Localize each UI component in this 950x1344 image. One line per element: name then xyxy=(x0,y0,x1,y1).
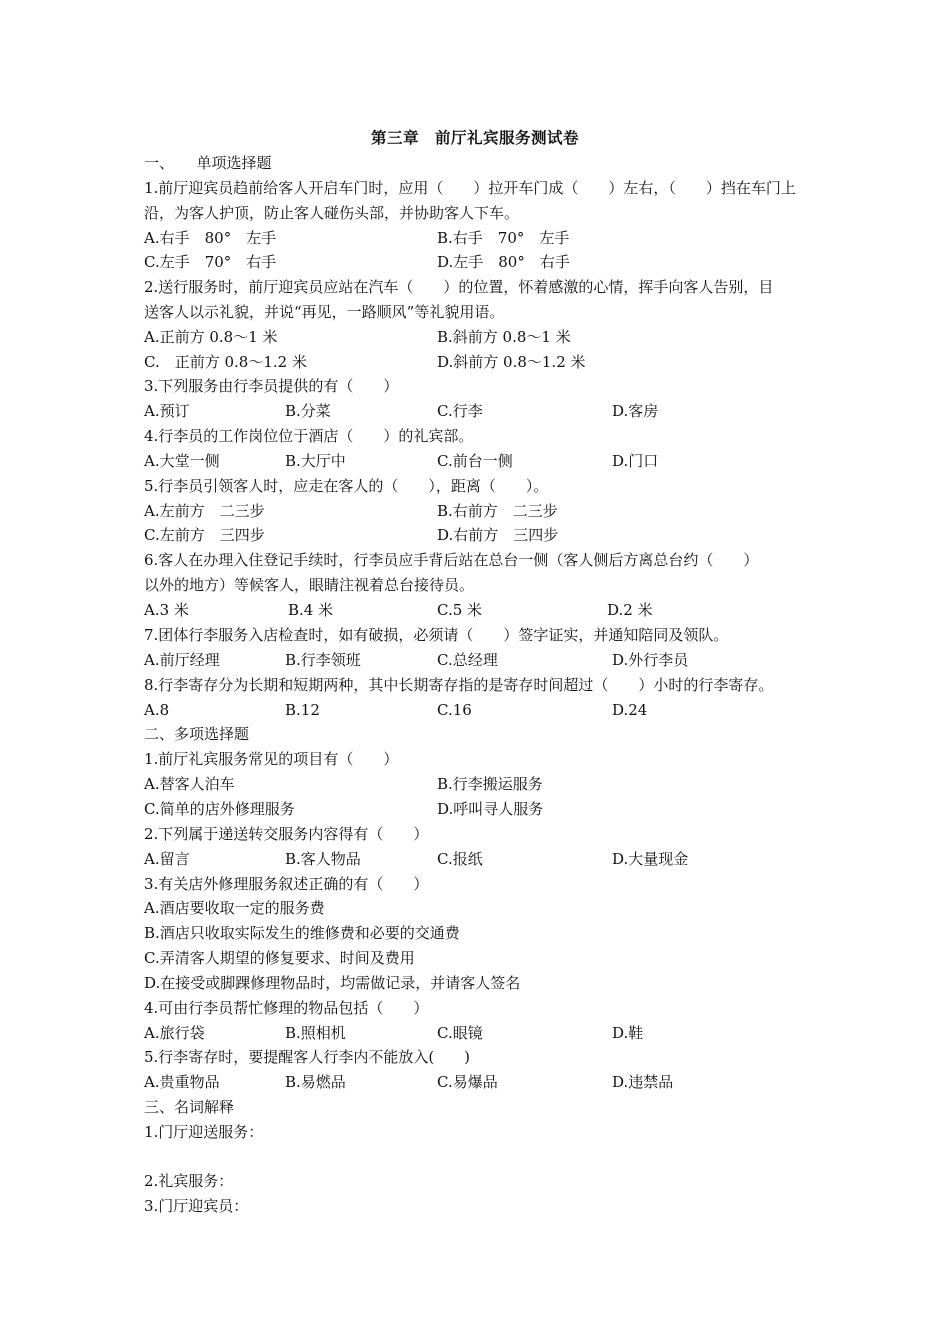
question-1-7: 7.团体行李服务入店检查时，如有破损，必须请（ ）签字证实，并通知陪同及领队。 xyxy=(144,626,729,644)
option-a: A.3 米 xyxy=(144,601,189,619)
option-c: C.16 xyxy=(437,701,472,719)
page-title: 第三章 前厅礼宾服务测试卷 xyxy=(370,128,579,147)
option-d: D.斜前方 0.8～1.2 米 xyxy=(437,353,586,371)
option-c: C.总经理 xyxy=(437,651,498,669)
question-2-5: 5.行李寄存时，要提醒客人行李内不能放入( ) xyxy=(144,1048,471,1066)
option-a: A.左前方 二三步 xyxy=(144,502,265,520)
question-1-6-line2: 以外的地方）等候客人，眼睛注视着总台接待员。 xyxy=(144,576,475,594)
section-heading-multiple-choice: 二、多项选择题 xyxy=(144,725,250,743)
option-b: B.易燃品 xyxy=(285,1073,346,1091)
question-1-5: 5.行李员引领客人时，应走在客人的（ ），距离（ ）。 xyxy=(144,477,549,495)
option-d: D.右前方 三四步 xyxy=(437,526,559,544)
option-c: C.易爆品 xyxy=(437,1073,498,1091)
question-2-4: 4.可由行李员帮忙修理的物品包括（ ） xyxy=(144,999,429,1017)
question-2-3: 3.有关店外修理服务叙述正确的有（ ） xyxy=(144,875,429,893)
option-b: B.右前方 二三步 xyxy=(437,502,558,520)
option-a: A.旅行袋 xyxy=(144,1024,205,1042)
option-b: B.酒店只收取实际发生的维修费和必要的交通费 xyxy=(144,924,460,942)
option-a: A.酒店要收取一定的服务费 xyxy=(144,899,325,917)
question-2-1: 1.前厅礼宾服务常见的项目有（ ） xyxy=(144,750,399,768)
question-1-2-line2: 送客人以示礼貌，并说“再见，一路顺风”等礼貌用语。 xyxy=(144,303,505,321)
option-d: D.鞋 xyxy=(612,1024,644,1042)
option-b: B.分菜 xyxy=(285,402,331,420)
option-b: B.斜前方 0.8～1 米 xyxy=(437,328,571,346)
option-d: D.门口 xyxy=(612,452,659,470)
question-1-3: 3.下列服务由行李员提供的有（ ） xyxy=(144,377,399,395)
option-d: D.大量现金 xyxy=(612,850,689,868)
option-b: B.客人物品 xyxy=(285,850,361,868)
option-b: B.大厅中 xyxy=(285,452,346,470)
option-d: D.呼叫寻人服务 xyxy=(437,800,544,818)
option-a: A.8 xyxy=(144,701,170,719)
option-b: B.行李搬运服务 xyxy=(437,775,543,793)
option-d: D.外行李员 xyxy=(612,651,689,669)
option-c: C.行李 xyxy=(437,402,483,420)
question-1-2-line1: 2.送行服务时，前厅迎宾员应站在汽车（ ）的位置，怀着感激的心情，挥手向客人告别，目 xyxy=(144,278,774,296)
option-c: C.5 米 xyxy=(437,601,483,619)
option-a: A.替客人泊车 xyxy=(144,775,235,793)
option-c: C.简单的店外修理服务 xyxy=(144,800,295,818)
option-b: B.12 xyxy=(285,701,320,719)
option-c: C.报纸 xyxy=(437,850,483,868)
term-question-3: 3.门厅迎宾员： xyxy=(144,1197,249,1215)
option-a: A.留言 xyxy=(144,850,190,868)
section-heading-single-choice: 一、 单项选择题 xyxy=(144,154,272,172)
question-1-6-line1: 6.客人在办理入住登记手续时，行李员应手背后站在总台一侧（客人侧后方离总台约（ ） xyxy=(144,551,759,569)
option-d: D.在接受或脚踝修理物品时，均需做记录，并请客人签名 xyxy=(144,974,521,992)
option-c: C.眼镜 xyxy=(437,1024,483,1042)
option-c: C.左手 70° 右手 xyxy=(144,253,277,271)
option-c: C. 正前方 0.8～1.2 米 xyxy=(144,353,307,371)
section-heading-term-definitions: 三、名词解释 xyxy=(144,1098,235,1116)
option-c: C.左前方 三四步 xyxy=(144,526,265,544)
option-d: D.客房 xyxy=(612,402,659,420)
option-c: C.弄清客人期望的修复要求、时间及费用 xyxy=(144,949,415,967)
option-b: B.右手 70° 左手 xyxy=(437,229,570,247)
question-1-8: 8.行李寄存分为长期和短期两种，其中长期寄存指的是寄存时间超过（ ）小时的行李寄存。 xyxy=(144,676,774,694)
option-a: A.正前方 0.8～1 米 xyxy=(144,328,278,346)
question-1-4: 4.行李员的工作岗位位于酒店（ ）的礼宾部。 xyxy=(144,427,474,445)
option-d: D.左手 80° 右手 xyxy=(437,253,570,271)
option-b: B.照相机 xyxy=(285,1024,346,1042)
option-a: A.大堂一侧 xyxy=(144,452,220,470)
term-question-1: 1.门厅迎送服务： xyxy=(144,1123,264,1141)
option-d: D.24 xyxy=(612,701,648,719)
question-2-2: 2.下列属于递送转交服务内容得有（ ） xyxy=(144,825,429,843)
option-a: A.前厅经理 xyxy=(144,651,220,669)
question-1-1-line2: 沿，为客人护顶，防止客人碰伤头部，并协助客人下车。 xyxy=(144,204,520,222)
option-c: C.前台一侧 xyxy=(437,452,513,470)
option-a: A.贵重物品 xyxy=(144,1073,220,1091)
question-1-1-line1: 1.前厅迎宾员趋前给客人开启车门时，应用（ ）拉开车门成（ ）左右，（ ）挡在车门上 xyxy=(144,179,796,197)
option-b: B.4 米 xyxy=(288,601,334,619)
option-b: B.行李领班 xyxy=(285,651,361,669)
option-a: A.预订 xyxy=(144,402,190,420)
option-d: D.违禁品 xyxy=(612,1073,674,1091)
option-a: A.右手 80° 左手 xyxy=(144,229,277,247)
option-d: D.2 米 xyxy=(607,601,653,619)
term-question-2: 2.礼宾服务： xyxy=(144,1172,234,1190)
